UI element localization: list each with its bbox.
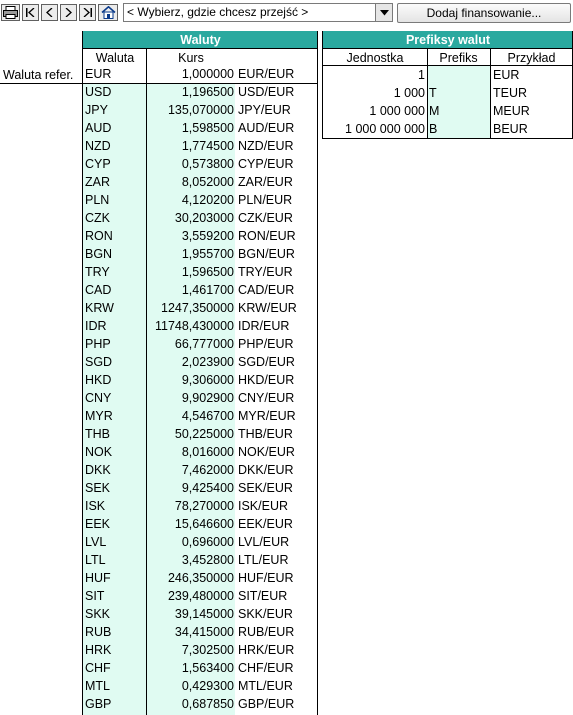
table-row bbox=[83, 569, 318, 587]
currency-pair-cell: USD/EUR bbox=[238, 85, 295, 99]
currency-pair-cell: EUR/EUR bbox=[238, 67, 295, 81]
print-button[interactable] bbox=[1, 4, 20, 21]
currency-code-cell[interactable]: CHF bbox=[85, 661, 111, 675]
currency-pair-cell: GBP/EUR bbox=[238, 697, 295, 711]
divider bbox=[82, 31, 83, 715]
divider bbox=[146, 48, 147, 715]
exchange-rate-cell[interactable]: 7,302500 bbox=[181, 643, 234, 657]
exchange-rate-cell[interactable]: 4,120200 bbox=[181, 193, 234, 207]
table-row bbox=[83, 695, 318, 713]
currency-code-cell[interactable]: HRK bbox=[85, 643, 112, 657]
currency-pair-cell: CZK/EUR bbox=[238, 211, 293, 225]
navigation-select[interactable] bbox=[123, 3, 393, 22]
currency-pair-cell: BGN/EUR bbox=[238, 247, 295, 261]
currency-code-cell[interactable]: NZD bbox=[85, 139, 111, 153]
table-row bbox=[83, 605, 318, 623]
exchange-rate-cell[interactable]: 9,425400 bbox=[181, 481, 234, 495]
currency-code-cell[interactable]: MYR bbox=[85, 409, 113, 423]
currency-code-cell[interactable]: JPY bbox=[85, 103, 108, 117]
prefix-column-header: Prefiks bbox=[439, 51, 478, 65]
currency-pair-cell: PLN/EUR bbox=[238, 193, 293, 207]
currency-pair-cell: ZAR/EUR bbox=[238, 175, 293, 189]
prefixes-title: Prefiksy walut bbox=[323, 31, 573, 49]
currency-pair-cell: CAD/EUR bbox=[238, 283, 295, 297]
currency-pair-cell: MTL/EUR bbox=[238, 679, 293, 693]
currency-code-cell[interactable]: HUF bbox=[85, 571, 111, 585]
exchange-rate-cell[interactable]: 8,016000 bbox=[181, 445, 234, 459]
table-row bbox=[83, 587, 318, 605]
prefix-cell[interactable]: B bbox=[429, 122, 438, 136]
currency-code-cell[interactable]: RON bbox=[85, 229, 113, 243]
unit-cell: 1 000 000 bbox=[369, 104, 425, 118]
currency-code-cell[interactable]: PLN bbox=[85, 193, 110, 207]
exchange-rate-cell[interactable]: 0,696000 bbox=[181, 535, 234, 549]
exchange-rate-cell[interactable]: 239,480000 bbox=[167, 589, 234, 603]
currency-pair-cell: LVL/EUR bbox=[238, 535, 290, 549]
exchange-rate-cell[interactable]: 9,306000 bbox=[181, 373, 234, 387]
currency-code-cell[interactable]: MTL bbox=[85, 679, 110, 693]
exchange-rate-cell[interactable]: 3,559200 bbox=[181, 229, 234, 243]
divider bbox=[317, 31, 318, 715]
divider bbox=[323, 138, 573, 139]
exchange-rate-cell[interactable]: 0,573800 bbox=[181, 157, 234, 171]
table-row bbox=[83, 425, 318, 443]
table-row bbox=[83, 677, 318, 695]
chevron-down-icon bbox=[380, 10, 389, 16]
currency-pair-cell: LTL/EUR bbox=[238, 553, 289, 567]
currency-pair-cell: HKD/EUR bbox=[238, 373, 295, 387]
exchange-rate-cell[interactable]: 135,070000 bbox=[167, 103, 234, 117]
exchange-rate-cell[interactable]: 34,415000 bbox=[174, 625, 234, 639]
home-button[interactable] bbox=[98, 4, 118, 21]
printer-icon bbox=[3, 6, 18, 19]
currency-pair-cell: RUB/EUR bbox=[238, 625, 295, 639]
divider bbox=[490, 48, 491, 139]
exchange-rate-cell[interactable]: 1,596500 bbox=[181, 265, 234, 279]
currency-code-cell[interactable]: BGN bbox=[85, 247, 113, 261]
exchange-rate-cell[interactable]: 1,196500 bbox=[181, 85, 234, 99]
currency-code-cell[interactable]: THB bbox=[85, 427, 110, 441]
currency-code-cell[interactable]: RUB bbox=[85, 625, 112, 639]
table-row bbox=[83, 551, 318, 569]
table-row bbox=[83, 119, 318, 137]
currency-pair-cell: HRK/EUR bbox=[238, 643, 295, 657]
exchange-rate-cell[interactable]: 9,902900 bbox=[181, 391, 234, 405]
currency-pair-cell: MYR/EUR bbox=[238, 409, 296, 423]
table-row bbox=[83, 623, 318, 641]
unit-cell: 1 bbox=[418, 68, 425, 82]
table-row bbox=[83, 389, 318, 407]
exchange-rate-cell[interactable]: 0,429300 bbox=[181, 679, 234, 693]
table-row bbox=[83, 191, 318, 209]
last-arrow-icon bbox=[83, 8, 92, 17]
example-cell: BEUR bbox=[493, 122, 528, 136]
currency-code-cell[interactable]: GBP bbox=[85, 697, 112, 711]
table-row bbox=[83, 299, 318, 317]
currency-pair-cell: NOK/EUR bbox=[238, 445, 295, 459]
currency-code-cell[interactable]: EUR bbox=[85, 67, 112, 81]
currency-code-cell[interactable]: KRW bbox=[85, 301, 114, 315]
currency-pair-cell: JPY/EUR bbox=[238, 103, 291, 117]
unit-cell: 1 000 000 000 bbox=[345, 122, 425, 136]
table-row bbox=[83, 281, 318, 299]
first-button[interactable] bbox=[22, 4, 39, 21]
exchange-rate-cell[interactable]: 1,461700 bbox=[181, 283, 234, 297]
currency-code-cell[interactable]: SIT bbox=[85, 589, 105, 603]
table-row bbox=[323, 66, 573, 84]
currency-pair-cell: ISK/EUR bbox=[238, 499, 289, 513]
exchange-rate-cell[interactable]: 3,452800 bbox=[181, 553, 234, 567]
table-row bbox=[83, 317, 318, 335]
exchange-rate-cell[interactable]: 1,955700 bbox=[181, 247, 234, 261]
currency-code-cell[interactable]: USD bbox=[85, 85, 112, 99]
table-row bbox=[83, 533, 318, 551]
table-row bbox=[83, 515, 318, 533]
example-cell: TEUR bbox=[493, 86, 528, 100]
exchange-rate-cell[interactable]: 66,777000 bbox=[174, 337, 234, 351]
table-row bbox=[83, 497, 318, 515]
next-button[interactable] bbox=[60, 4, 77, 21]
exchange-rate-cell[interactable]: 7,462000 bbox=[181, 463, 234, 477]
currency-code-cell[interactable]: IDR bbox=[85, 319, 107, 333]
divider bbox=[82, 48, 318, 49]
currency-pair-cell: SIT/EUR bbox=[238, 589, 288, 603]
divider bbox=[323, 65, 573, 66]
toolbar bbox=[0, 0, 573, 27]
navigation-select-value: < Wybierz, gdzie chcesz przejść > bbox=[127, 5, 309, 19]
currency-pair-cell: CHF/EUR bbox=[238, 661, 294, 675]
currency-pair-cell: AUD/EUR bbox=[238, 121, 295, 135]
exchange-rate-cell[interactable]: 1,563400 bbox=[181, 661, 234, 675]
currency-pair-cell: SEK/EUR bbox=[238, 481, 293, 495]
currency-column-header: Waluta bbox=[95, 51, 135, 65]
currency-code-cell[interactable]: HKD bbox=[85, 373, 112, 387]
currency-pair-cell: THB/EUR bbox=[238, 427, 293, 441]
exchange-rate-cell[interactable]: 0,687850 bbox=[181, 697, 234, 711]
currency-code-cell[interactable]: SEK bbox=[85, 481, 111, 495]
currency-code-cell[interactable]: SKK bbox=[85, 607, 111, 621]
currency-code-cell[interactable]: CZK bbox=[85, 211, 110, 225]
exchange-rate-cell[interactable]: 78,270000 bbox=[174, 499, 234, 513]
navigation-dropdown-button[interactable] bbox=[375, 4, 392, 21]
currency-code-cell[interactable]: TRY bbox=[85, 265, 110, 279]
exchange-rate-cell[interactable]: 246,350000 bbox=[167, 571, 234, 585]
previous-button[interactable] bbox=[41, 4, 58, 21]
last-button[interactable] bbox=[79, 4, 96, 21]
left-arrow-icon bbox=[45, 8, 54, 17]
exchange-rate-cell[interactable]: 11748,430000 bbox=[154, 319, 234, 333]
currency-pair-cell: CYP/EUR bbox=[238, 157, 294, 171]
table-row bbox=[83, 209, 318, 227]
currency-pair-cell: HUF/EUR bbox=[238, 571, 294, 585]
currency-code-cell[interactable]: SGD bbox=[85, 355, 113, 369]
example-cell: MEUR bbox=[493, 104, 530, 118]
table-row bbox=[83, 443, 318, 461]
currency-code-cell[interactable]: ISK bbox=[85, 499, 106, 513]
table-row bbox=[323, 84, 573, 102]
currency-code-cell[interactable]: LVL bbox=[85, 535, 107, 549]
exchange-rate-cell[interactable]: 2,023900 bbox=[181, 355, 234, 369]
exchange-rate-cell[interactable]: 50,225000 bbox=[174, 427, 234, 441]
currencies-title: Waluty bbox=[83, 31, 318, 49]
table-row bbox=[323, 120, 573, 138]
currency-code-cell[interactable]: AUD bbox=[85, 121, 112, 135]
currency-pair-cell: TRY/EUR bbox=[238, 265, 293, 279]
table-row bbox=[83, 263, 318, 281]
table-row bbox=[83, 407, 318, 425]
currency-code-cell[interactable]: LTL bbox=[85, 553, 106, 567]
table-row bbox=[83, 155, 318, 173]
currency-pair-cell: NZD/EUR bbox=[238, 139, 294, 153]
currency-pair-cell: SKK/EUR bbox=[238, 607, 293, 621]
table-row bbox=[83, 65, 318, 83]
currency-pair-cell: IDR/EUR bbox=[238, 319, 290, 333]
divider bbox=[0, 83, 318, 84]
exchange-rate-cell[interactable]: 1247,350000 bbox=[161, 301, 234, 315]
currency-pair-cell: DKK/EUR bbox=[238, 463, 294, 477]
divider bbox=[322, 31, 323, 139]
exchange-rate-cell[interactable]: 1,000000 bbox=[181, 67, 234, 81]
table-row bbox=[83, 371, 318, 389]
first-arrow-icon bbox=[26, 8, 35, 17]
unit-cell: 1 000 bbox=[393, 86, 425, 100]
currency-code-cell[interactable]: PHP bbox=[85, 337, 111, 351]
table-row bbox=[83, 83, 318, 101]
add-financing-button[interactable]: Dodaj finansowanie... bbox=[397, 3, 571, 23]
divider bbox=[323, 48, 573, 49]
example-cell: EUR bbox=[493, 68, 520, 82]
prefix-cell[interactable]: M bbox=[429, 104, 440, 118]
currency-pair-cell: EEK/EUR bbox=[238, 517, 293, 531]
table-row bbox=[83, 479, 318, 497]
currency-code-cell[interactable]: CAD bbox=[85, 283, 112, 297]
currency-pair-cell: SGD/EUR bbox=[238, 355, 295, 369]
table-row bbox=[83, 641, 318, 659]
table-row bbox=[323, 102, 573, 120]
table-row bbox=[83, 461, 318, 479]
exchange-rate-cell[interactable]: 39,145000 bbox=[174, 607, 234, 621]
currency-pair-cell: CNY/EUR bbox=[238, 391, 295, 405]
table-row bbox=[83, 227, 318, 245]
currency-pair-cell: RON/EUR bbox=[238, 229, 296, 243]
table-row bbox=[83, 353, 318, 371]
reference-currency-label: Waluta refer. bbox=[3, 68, 74, 82]
currency-code-cell[interactable]: CYP bbox=[85, 157, 111, 171]
home-icon bbox=[101, 6, 116, 19]
currency-code-cell[interactable]: EEK bbox=[85, 517, 111, 531]
exchange-rate-cell[interactable]: 1,774500 bbox=[181, 139, 234, 153]
table-row bbox=[83, 137, 318, 155]
table-row bbox=[83, 173, 318, 191]
exchange-rate-cell[interactable]: 30,203000 bbox=[174, 211, 234, 225]
table-row bbox=[83, 335, 318, 353]
table-row bbox=[83, 245, 318, 263]
exchange-rate-cell[interactable]: 1,598500 bbox=[181, 121, 234, 135]
exchange-rate-cell[interactable]: 8,052000 bbox=[181, 175, 234, 189]
rate-column-header: Kurs bbox=[178, 51, 204, 65]
prefix-cell[interactable] bbox=[429, 66, 487, 84]
table-row bbox=[83, 659, 318, 677]
unit-column-header: Jednostka bbox=[346, 51, 404, 65]
example-column-header: Przykład bbox=[507, 51, 556, 65]
exchange-rate-cell[interactable]: 15,646600 bbox=[174, 517, 234, 531]
prefix-cell[interactable]: T bbox=[429, 86, 437, 100]
currency-code-cell[interactable]: CNY bbox=[85, 391, 112, 405]
currency-pair-cell: KRW/EUR bbox=[238, 301, 297, 315]
currency-code-cell[interactable]: DKK bbox=[85, 463, 111, 477]
table-row bbox=[83, 101, 318, 119]
exchange-rate-cell[interactable]: 4,546700 bbox=[181, 409, 234, 423]
right-arrow-icon bbox=[64, 8, 73, 17]
currency-pair-cell: PHP/EUR bbox=[238, 337, 294, 351]
divider bbox=[427, 48, 428, 139]
currency-code-cell[interactable]: ZAR bbox=[85, 175, 110, 189]
currency-code-cell[interactable]: NOK bbox=[85, 445, 113, 459]
